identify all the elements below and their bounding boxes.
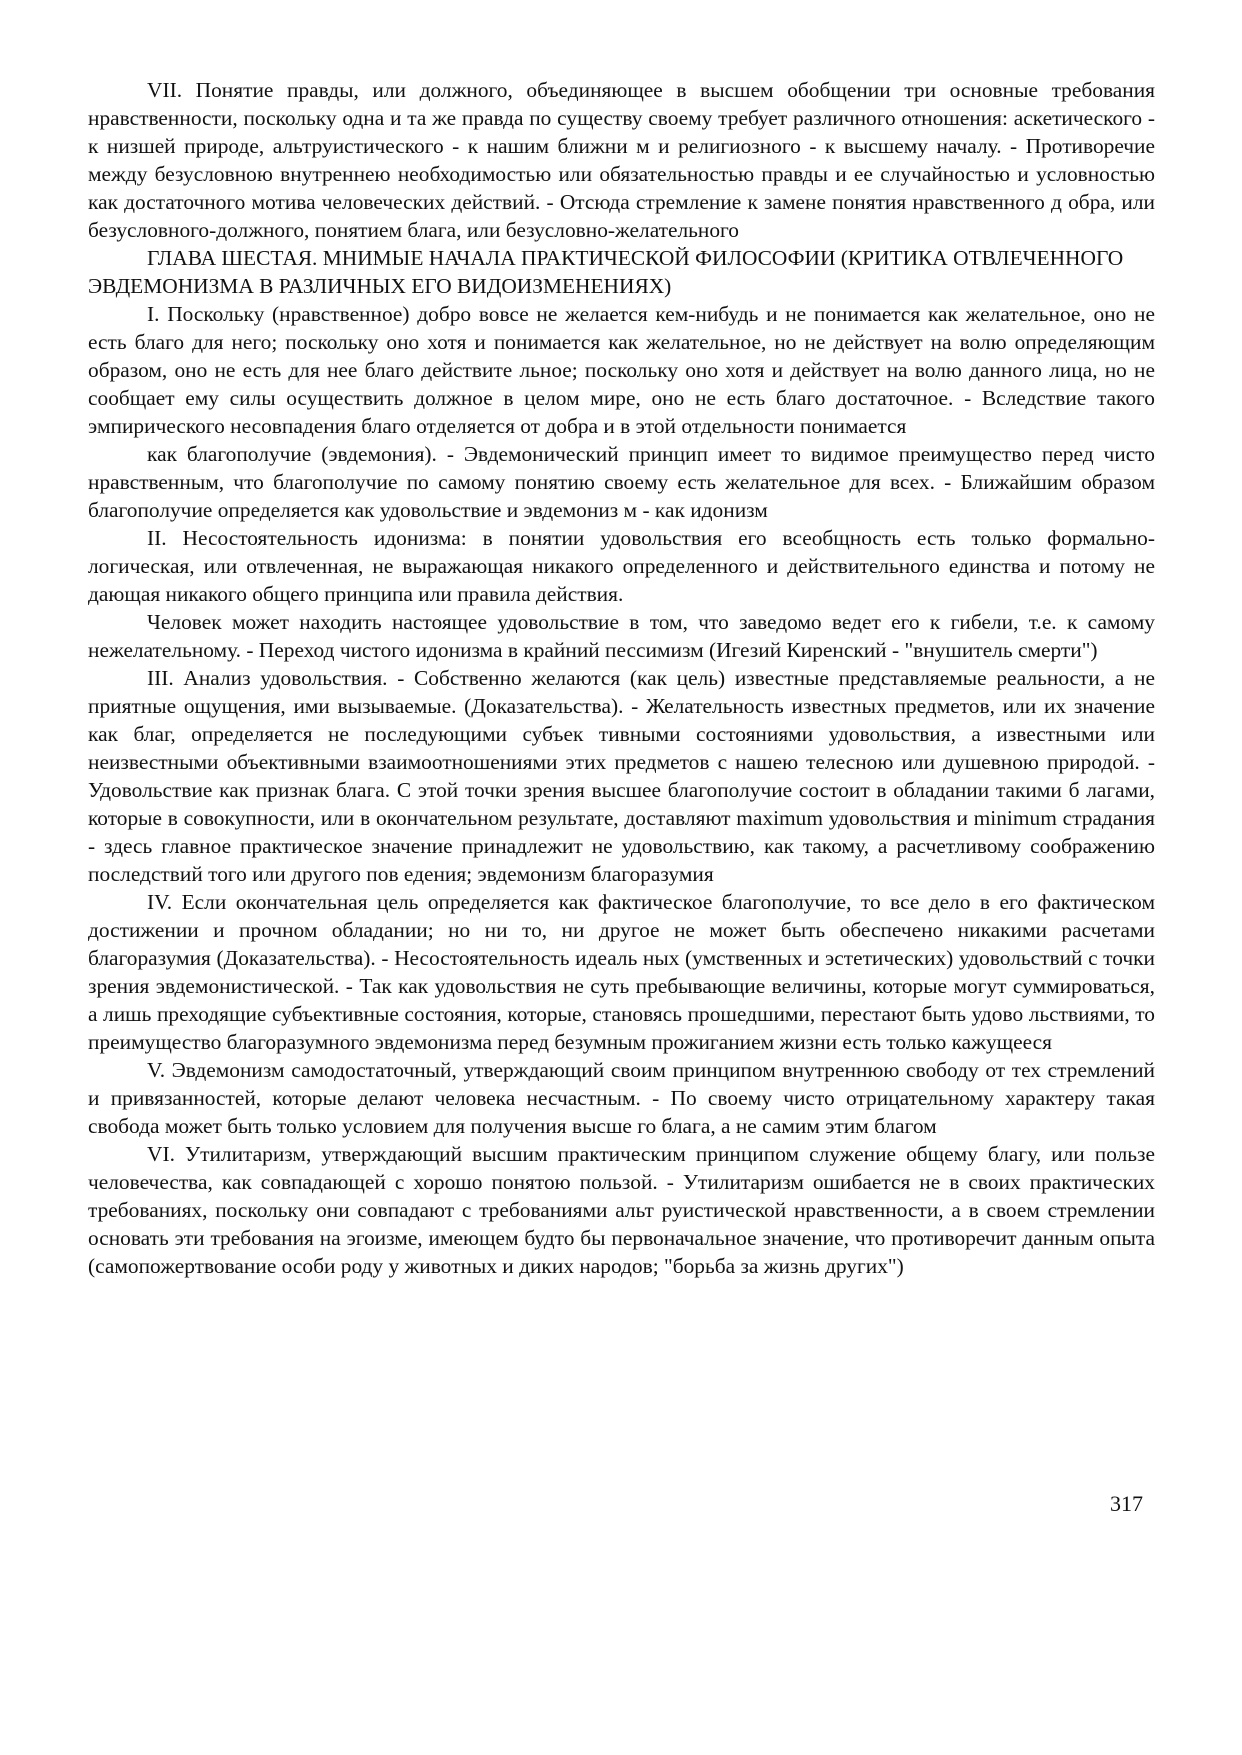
chapter-heading: ГЛАВА ШЕСТАЯ. МНИМЫЕ НАЧАЛА ПРАКТИЧЕСКОЙ ФИЛОСОФИИ (КРИТИКА ОТВЛЕЧЕННОГО ЭВДЕМОНИЗМА В РАЗЛИЧНЫХ ЕГО ВИДОИЗМЕНЕНИЯХ)	[88, 246, 1124, 298]
paragraph-ii-continued: Человек может находить настоящее удовольствие в том, что заведомо ведет его к гибели, т.е. к самому нежелательному. - Переход чистого идонизма в крайний пессимизм (Игезий Киренский - "внушитель смерти")	[88, 610, 1155, 662]
paragraph-vi: VI. Утилитаризм, утверждающий высшим практическим принципом служение общему благу, или пользе человечества, как совпадающей с хорошо понятою пользой. - Утилитаризм ошибается не в своих практических требованиях, поскольку они совпадают с требованиями альт руистической нравственности, а в своем стремлении основать эти требования на эгоизме, имеющем будто бы первоначальное значение, что противоречит данным опыта (самопожертвование особи роду у животных и диких народов; "борьба за жизнь других")	[88, 1142, 1155, 1278]
page-body	[88, 76, 1155, 1280]
paragraph-vii: VII. Понятие правды, или должного, объединяющее в высшем обобщении три основные требования нравственности, поскольку одна и та же правда по существу своему требует различного отношения: аскетического - к низшей природе, альтруистического - к нашим ближни м и религиозного - к высшему началу. - Противоречие между безусловною внутреннею необходимостью или обязательностью правды и ее случайностью и условностью как достаточного мотива человеческих действий. - Отсюда стремление к замене понятия нравственного д обра, или безусловного-должного, понятием блага, или безусловно-желательного	[88, 78, 1155, 242]
paragraph-i-continued: как благополучие (эвдемония). - Эвдемонический принцип имеет то видимое преимущество перед чисто нравственным, что благополучие по самому понятию своему есть желательное для всех. - Ближайшим образом благополучие определяется как удовольствие и эвдемониз м - как идонизм	[88, 442, 1155, 522]
paragraph-iii: III. Анализ удовольствия. - Собственно желаются (как цель) известные представляемые реальности, а не приятные ощущения, ими вызываемые. (Доказательства). - Желательность известных предметов, или их значение как благ, определяется не последующими субъек тивными состояниями удовольствия, а известными или неизвестными объективными взаимоотношениями этих предметов с нашею телесною или душевною природой. - Удовольствие как признак блага. С этой точки зрения высшее благополучие состоит в обладании такими б лагами, которые в совокупности, или в окончательном результате, доставляют maximum удовольствия и minimum страдания - здесь главное практическое значение принадлежит не удовольствию, как такому, а расчетливому соображению последствий того или другого пов едения; эвдемонизм благоразумия	[88, 666, 1155, 886]
paragraph-iv: IV. Если окончательная цель определяется как фактическое благополучие, то все дело в его фактическом достижении и прочном обладании; но ни то, ни другое не может быть обеспечено никакими расчетами благоразумия (Доказательства). - Несостоятельность идеаль ных (умственных и эстетических) удовольствий с точки зрения эвдемонистической. - Так как удовольствия не суть пребывающие величины, которые могут суммироваться, а лишь преходящие субъективные состояния, которые, становясь прошедшими, перестают быть удово льствиями, то преимущество благоразумного эвдемонизма перед безумным прожиганием жизни есть только кажущееся	[88, 890, 1155, 1054]
page-number: 317	[1110, 1491, 1143, 1516]
paragraph-ii: II. Несостоятельность идонизма: в понятии удовольствия его всеобщность есть только формально-логическая, или отвлеченная, не выражающая никакого определенного и действительного единства и потому не дающая никакого общего принципа или правила действия.	[88, 526, 1155, 606]
paragraph-v: V. Эвдемонизм самодостаточный, утверждающий своим принципом внутреннюю свободу от тех стремлений и привязанностей, которые делают человека несчастным. - По своему чисто отрицательному характеру такая свобода может быть только условием для получения высше го блага, а не самим этим благом	[88, 1058, 1155, 1138]
paragraph-i: I. Поскольку (нравственное) добро вовсе не желается кем-нибудь и не понимается как желательное, оно не есть благо для него; поскольку оно хотя и понимается как желательное, но не действует на волю определяющим образом, оно не есть для нее благо действите льное; поскольку оно хотя и действует на волю данного лица, но не сообщает ему силы осуществить должное в целом мире, оно не есть благо достаточное. - Вследствие такого эмпирического несовпадения благо отделяется от добра и в этой отдельности понимается	[88, 302, 1155, 438]
